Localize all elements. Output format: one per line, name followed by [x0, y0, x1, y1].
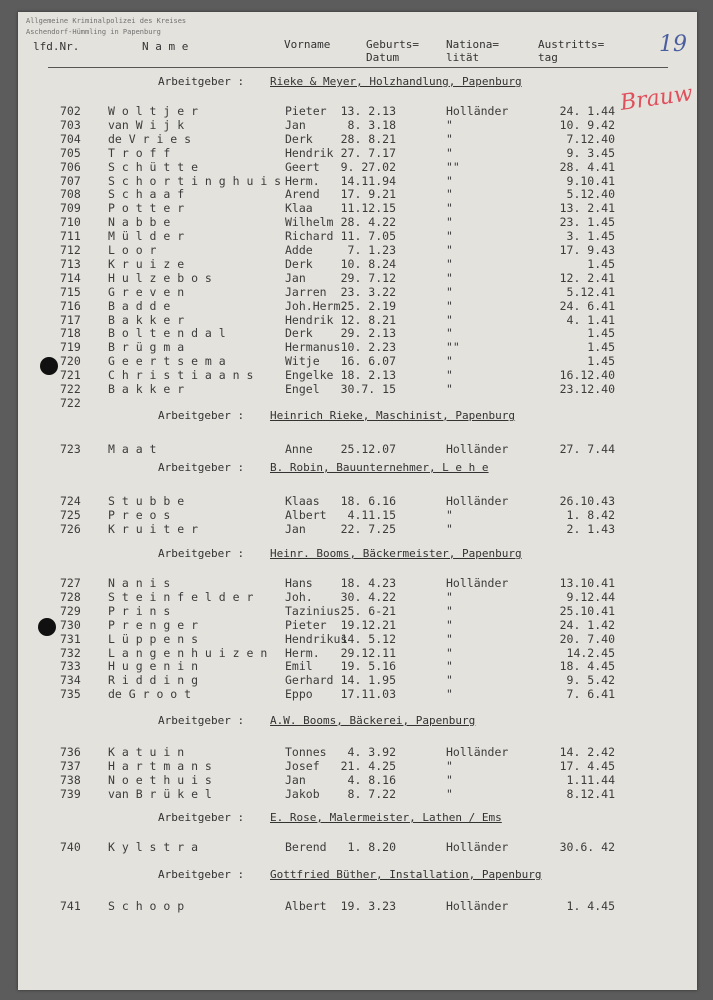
cell-aus: 1.45: [587, 326, 615, 341]
cell-geb: 17. 9.21: [340, 187, 396, 202]
cell-vorname: Witje: [285, 354, 320, 369]
cell-aus: 27. 7.44: [559, 442, 615, 456]
cell-nr: 739: [60, 786, 81, 801]
cell-nat: ": [446, 131, 453, 146]
cell-geb: 22. 7.25: [340, 521, 396, 536]
cell-aus: 5.12.40: [566, 187, 615, 202]
employer-label: Arbeitgeber :: [158, 714, 245, 727]
cell-geb: 11. 7.05: [340, 229, 396, 244]
cell-nat: Holländer: [446, 840, 509, 854]
cell-name: N a b b e: [108, 215, 171, 230]
employer-label: Arbeitgeber :: [158, 75, 245, 88]
cell-geb: 30. 4.22: [340, 589, 396, 604]
cell-geb: 13. 2.13: [340, 104, 396, 118]
cell-vorname: Emil: [285, 659, 313, 674]
cell-aus: 13. 2.41: [559, 201, 615, 216]
cell-geb: 8. 3.18: [347, 117, 396, 132]
cell-nr: 710: [60, 215, 81, 230]
cell-nr: 735: [60, 687, 81, 702]
cell-name: C h r i s t i a a n s: [108, 368, 254, 383]
cell-nat: ": [446, 786, 453, 801]
cell-name: de V r i e s: [108, 131, 192, 146]
cell-nr: 725: [60, 507, 81, 522]
cell-nr: 713: [60, 256, 81, 271]
cell-aus: 10. 9.42: [559, 117, 615, 132]
archive-stamp-line-1: Allgemeine Kriminalpolizei des Kreises: [26, 17, 187, 25]
cell-nat: ": [446, 507, 453, 522]
cell-aus: 24. 6.41: [559, 298, 615, 313]
cell-geb: 4. 3.92: [347, 745, 396, 759]
cell-nr: 730: [60, 617, 81, 632]
cell-nat: ": [446, 368, 453, 383]
cell-geb: 27. 7.17: [340, 145, 396, 160]
cell-nr: 732: [60, 645, 81, 660]
cell-nr: 722: [60, 382, 81, 396]
cell-nr: 723: [60, 442, 81, 456]
cell-aus: 12. 2.41: [559, 270, 615, 285]
header-nr: lfd.Nr.: [33, 40, 80, 53]
cell-geb: 23. 3.22: [340, 284, 396, 299]
cell-vorname: Hendrikus: [285, 631, 348, 646]
cell-geb: 21. 4.25: [340, 758, 396, 773]
cell-nr: 719: [60, 340, 81, 355]
cell-name: K r u i z e: [108, 256, 185, 271]
cell-nat: Holländer: [446, 899, 509, 913]
cell-vorname: Jakob: [285, 786, 320, 801]
cell-aus: 9.10.41: [566, 173, 615, 188]
cell-aus: 24. 1.42: [559, 617, 615, 632]
cell-geb: 30.7. 15: [340, 382, 396, 396]
cell-nr: 734: [60, 673, 81, 688]
cell-name: N o e t h u i s: [108, 772, 212, 787]
punch-hole: [40, 357, 58, 375]
employer-label: Arbeitgeber :: [158, 409, 245, 422]
cell-geb: 25. 2.19: [340, 298, 396, 313]
cell-geb: 18. 4.23: [340, 576, 396, 590]
cell-aus: 20. 7.40: [559, 631, 615, 646]
cell-vorname: Jan: [285, 117, 306, 132]
cell-name: M ü l d e r: [108, 229, 185, 244]
cell-name: S t e i n f e l d e r: [108, 589, 254, 604]
cell-name: P o t t e r: [108, 201, 185, 216]
cell-geb: 8. 7.22: [347, 786, 396, 801]
employer-name: B. Robin, Bauunternehmer, L e h e: [270, 461, 489, 474]
cell-aus: 13.10.41: [559, 576, 615, 590]
cell-nat: ": [446, 270, 453, 285]
cell-name: G e e r t s e m a: [108, 354, 226, 369]
page-number: 19: [659, 32, 687, 57]
cell-geb: 25. 6-21: [340, 603, 396, 618]
cell-nat: "": [446, 159, 460, 174]
cell-name: L ü p p e n s: [108, 631, 199, 646]
employer-name: A.W. Booms, Bäckerei, Papenburg: [270, 714, 476, 727]
cell-vorname: Tonnes: [285, 745, 327, 759]
employer-name: Heinr. Booms, Bäckermeister, Papenburg: [270, 547, 522, 560]
header-vorname: Vorname: [284, 38, 331, 51]
cell-vorname: Berend: [285, 840, 327, 854]
cell-name: R i d d i n g: [108, 673, 199, 688]
cell-nr: 721: [60, 368, 81, 383]
header-name: N a m e: [142, 40, 189, 53]
cell-nr: 714: [60, 270, 81, 285]
cell-name: B o l t e n d a l: [108, 326, 226, 341]
cell-geb: 18. 2.13: [340, 368, 396, 383]
cell-vorname: Hans: [285, 576, 313, 590]
cell-vorname: Jan: [285, 772, 306, 787]
cell-name: B r ü g m a: [108, 340, 185, 355]
cell-nat: ": [446, 201, 453, 216]
cell-vorname: Klaas: [285, 494, 320, 508]
cell-vorname: Klaa: [285, 201, 313, 216]
employer-label: Arbeitgeber :: [158, 461, 245, 474]
cell-nat: Holländer: [446, 576, 509, 590]
cell-aus: 4. 1.41: [566, 312, 615, 327]
archive-stamp-line-2: Aschendorf-Hümmling in Papenburg: [26, 28, 161, 36]
cell-nr: 737: [60, 758, 81, 773]
cell-nr: 720: [60, 354, 81, 369]
cell-nat: ": [446, 772, 453, 787]
cell-aus: 23. 1.45: [559, 215, 615, 230]
cell-name: P r e n g e r: [108, 617, 199, 632]
cell-nr: 708: [60, 187, 81, 202]
cell-aus: 9.12.44: [566, 589, 615, 604]
cell-name: L o o r: [108, 243, 157, 257]
cell-vorname: Gerhard: [285, 673, 334, 688]
cell-aus: 30.6. 42: [559, 840, 615, 854]
cell-nat: "": [446, 340, 460, 355]
cell-vorname: Eppo: [285, 687, 313, 702]
cell-name: S c h o r t i n g h u i s: [108, 173, 282, 188]
cell-nr: 705: [60, 145, 81, 160]
cell-geb: 29. 7.12: [340, 270, 396, 285]
cell-name: N a n i s: [108, 576, 171, 590]
cell-vorname: Joh.: [285, 589, 313, 604]
cell-name: S c h ü t t e: [108, 159, 199, 174]
cell-aus: 1.45: [587, 340, 615, 355]
cell-nat: ": [446, 145, 453, 160]
cell-vorname: Adde: [285, 243, 313, 257]
cell-aus: 14.2.45: [566, 645, 615, 660]
cell-aus: 28. 4.41: [559, 159, 615, 174]
cell-vorname: Albert: [285, 899, 327, 913]
cell-geb: 28. 4.22: [340, 215, 396, 230]
cell-vorname: Jarren: [285, 284, 327, 299]
cell-aus: 1. 8.42: [566, 507, 615, 522]
cell-name: T r o f f: [108, 145, 171, 160]
cell-geb: 4. 8.16: [347, 772, 396, 787]
cell-vorname: Wilhelm: [285, 215, 334, 230]
cell-aus: 1. 4.45: [566, 899, 615, 913]
cell-nr: 733: [60, 659, 81, 674]
cell-aus: 9. 5.42: [566, 673, 615, 688]
cell-nat: ": [446, 354, 453, 369]
cell-nat: ": [446, 187, 453, 202]
employer-label: Arbeitgeber :: [158, 868, 245, 881]
cell-geb: 16. 6.07: [340, 354, 396, 369]
cell-nat: Holländer: [446, 442, 509, 456]
cell-nr: 718: [60, 326, 81, 341]
cell-nr: 717: [60, 312, 81, 327]
cell-vorname: Pieter: [285, 617, 327, 632]
cell-aus: 17. 4.45: [559, 758, 615, 773]
cell-aus: 1.45: [587, 354, 615, 369]
cell-vorname: Engel: [285, 382, 320, 396]
employer-name: Heinrich Rieke, Maschinist, Papenburg: [270, 409, 516, 422]
cell-vorname: Josef: [285, 758, 320, 773]
cell-nat: ": [446, 243, 453, 257]
cell-aus: 8.12.41: [566, 786, 615, 801]
cell-geb: 9. 27.02: [340, 159, 396, 174]
cell-name: de G r o o t: [108, 687, 192, 702]
cell-nat: ": [446, 215, 453, 230]
cell-geb: 19. 5.16: [340, 659, 396, 674]
cell-nr: 738: [60, 772, 81, 787]
cell-nr: 706: [60, 159, 81, 174]
cell-name: K y l s t r a: [108, 840, 199, 854]
cell-nr: 729: [60, 603, 81, 618]
cell-name: S t u b b e: [108, 494, 185, 508]
cell-geb: 17.11.03: [340, 687, 396, 702]
cell-aus: 23.12.40: [559, 382, 615, 396]
cell-name: H a r t m a n s: [108, 758, 212, 773]
cell-name: G r e v e n: [108, 284, 185, 299]
cell-geb: 28. 8.21: [340, 131, 396, 146]
cell-name: H u l z e b o s: [108, 270, 212, 285]
cell-vorname: Hermanus: [285, 340, 341, 355]
cell-geb: 29. 2.13: [340, 326, 396, 341]
cell-aus: 7.12.40: [566, 131, 615, 146]
employer-name: E. Rose, Malermeister, Lathen / Ems: [270, 811, 502, 824]
cell-nat: ": [446, 645, 453, 660]
cell-nr: 712: [60, 243, 81, 257]
cell-nr: 716: [60, 298, 81, 313]
cell-nr: 704: [60, 131, 81, 146]
cell-aus: 25.10.41: [559, 603, 615, 618]
cell-vorname: Derk: [285, 256, 313, 271]
cell-vorname: Richard: [285, 229, 334, 244]
employer-name: Rieke & Meyer, Holzhandlung, Papenburg: [270, 75, 522, 88]
cell-nat: ": [446, 617, 453, 632]
cell-geb: 29.12.11: [340, 645, 396, 660]
cell-aus: 5.12.41: [566, 284, 615, 299]
cell-aus: 1.45: [587, 256, 615, 271]
cell-nr: 741: [60, 899, 81, 913]
cell-aus: 3. 1.45: [566, 229, 615, 244]
cell-nr: 715: [60, 284, 81, 299]
cell-nr: 711: [60, 229, 81, 244]
cell-nr: 736: [60, 745, 81, 759]
header-nationalitaet: Nationa= lität: [446, 38, 499, 64]
cell-geb: 14.11.94: [340, 173, 396, 188]
cell-vorname: Geert: [285, 159, 320, 174]
cell-nat: ": [446, 229, 453, 244]
cell-nr: 707: [60, 173, 81, 188]
cell-name: S c h a a f: [108, 187, 185, 202]
cell-aus: 2. 1.43: [566, 521, 615, 536]
cell-vorname: Joh.Herm.: [285, 298, 348, 313]
cell-geb: 7. 1.23: [347, 243, 396, 257]
cell-geb: 12. 8.21: [340, 312, 396, 327]
cell-geb: 1. 8.20: [347, 840, 396, 854]
cell-vorname: Derk: [285, 131, 313, 146]
cell-name: H u g e n i n: [108, 659, 199, 674]
cell-nr: 702: [60, 104, 81, 118]
cell-aus: 1.11.44: [566, 772, 615, 787]
cell-aus: 9. 3.45: [566, 145, 615, 160]
cell-nat: Holländer: [446, 745, 509, 759]
cell-aus: 7. 6.41: [566, 687, 615, 702]
cell-vorname: Hendrik: [285, 145, 334, 160]
cell-nat: ": [446, 173, 453, 188]
cell-nat: ": [446, 521, 453, 536]
cell-aus: 24. 1.44: [559, 104, 615, 118]
cell-name: P r e o s: [108, 507, 171, 522]
cell-name: B a d d e: [108, 298, 171, 313]
cell-nat: ": [446, 284, 453, 299]
cell-name: van B r ü k e l: [108, 786, 212, 801]
cell-nr: 709: [60, 201, 81, 216]
red-handwritten-mark: Brauw: [618, 81, 695, 116]
cell-geb: 10. 2.23: [340, 340, 396, 355]
cell-name: K a t u i n: [108, 745, 185, 759]
cell-nat: ": [446, 631, 453, 646]
cell-vorname: Jan: [285, 521, 306, 536]
cell-vorname: Tazinius: [285, 603, 341, 618]
header-austrittstag: Austritts= tag: [538, 38, 605, 64]
cell-nr: 740: [60, 840, 81, 854]
cell-nat: ": [446, 673, 453, 688]
cell-vorname: Jan: [285, 270, 306, 285]
cell-nat: ": [446, 298, 453, 313]
cell-nat: ": [446, 758, 453, 773]
employer-label: Arbeitgeber :: [158, 811, 245, 824]
cell-nr: 728: [60, 589, 81, 604]
cell-vorname: Anne: [285, 442, 313, 456]
cell-nat: ": [446, 687, 453, 702]
document-page: [18, 12, 697, 990]
cell-geb: 4.11.15: [347, 507, 396, 522]
cell-nat: ": [446, 589, 453, 604]
cell-aus: 17. 9.43: [559, 243, 615, 257]
cell-nat: ": [446, 117, 453, 132]
cell-geb: 10. 8.24: [340, 256, 396, 271]
punch-hole: [38, 618, 56, 636]
cell-nr: 727: [60, 576, 81, 590]
cell-nr: 726: [60, 521, 81, 536]
cell-geb: 14. 1.95: [340, 673, 396, 688]
cell-name: B a k k e r: [108, 312, 185, 327]
cell-aus: 18. 4.45: [559, 659, 615, 674]
cell-nat: ": [446, 312, 453, 327]
employer-label: Arbeitgeber :: [158, 547, 245, 560]
cell-vorname: Pieter: [285, 104, 327, 118]
cell-vorname: Albert: [285, 507, 327, 522]
cell-name: K r u i t e r: [108, 521, 199, 536]
cell-vorname: Arend: [285, 187, 320, 202]
cell-nr: 731: [60, 631, 81, 646]
cell-name: S c h o o p: [108, 899, 185, 913]
cell-name: L a n g e n h u i z e n: [108, 645, 268, 660]
cell-name: P r i n s: [108, 603, 171, 618]
header-geburtsdatum: Geburts= Datum: [366, 38, 419, 64]
cell-geb: 25.12.07: [340, 442, 396, 456]
cell-geb: 14. 5.12: [340, 631, 396, 646]
cell-nat: ": [446, 603, 453, 618]
cell-aus: 14. 2.42: [559, 745, 615, 759]
cell-nat: ": [446, 659, 453, 674]
cell-geb: 11.12.15: [340, 201, 396, 216]
cell-name: van W i j k: [108, 117, 185, 132]
cell-vorname: Engelke: [285, 368, 334, 383]
cell-name: M a a t: [108, 442, 157, 456]
cell-geb: 19.12.21: [340, 617, 396, 632]
cell-geb: 19. 3.23: [340, 899, 396, 913]
cell-aus: 26.10.43: [559, 494, 615, 508]
header-rule: [48, 67, 668, 68]
cell-name: W o l t j e r: [108, 104, 199, 118]
cell-vorname: Hendrik: [285, 312, 334, 327]
cell-nat: ": [446, 382, 453, 396]
cell-nr: 703: [60, 117, 81, 132]
cell-nat: Holländer: [446, 494, 509, 508]
cell-nr: 724: [60, 494, 81, 508]
cell-nat: Holländer: [446, 104, 509, 118]
cell-aus: 16.12.40: [559, 368, 615, 383]
cell-vorname: Herm.: [285, 173, 320, 188]
cell-vorname: Herm.: [285, 645, 320, 660]
cell-nat: ": [446, 326, 453, 341]
cell-nat: ": [446, 256, 453, 271]
cell-geb: 18. 6.16: [340, 494, 396, 508]
employer-name: Gottfried Büther, Installation, Papenburg: [270, 868, 542, 881]
cell-name: B a k k e r: [108, 382, 185, 396]
cell-nr: 722: [60, 395, 81, 410]
cell-vorname: Derk: [285, 326, 313, 341]
